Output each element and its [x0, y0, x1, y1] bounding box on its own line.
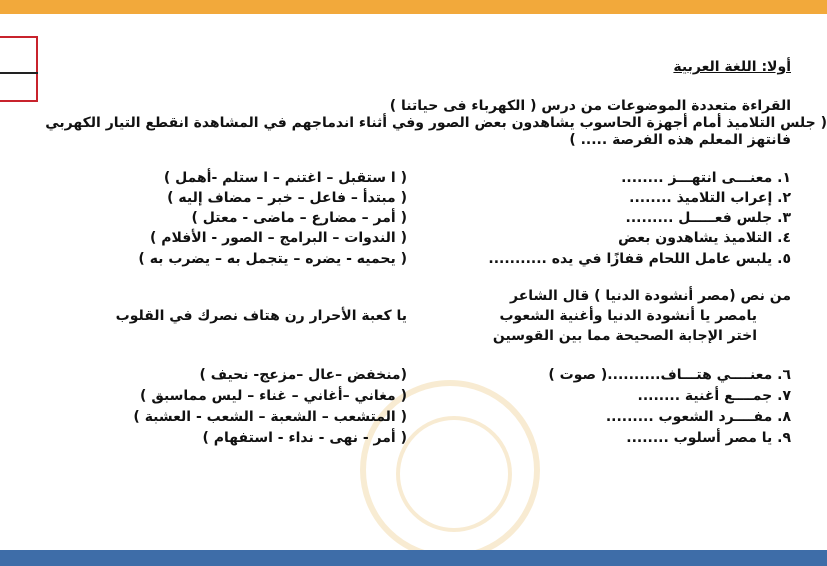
top-decorative-bar	[0, 0, 827, 14]
poem-verse-second-half: يا كعبة الأحرار رن هتاف نصرك في القلوب	[115, 308, 407, 324]
question-6: ٦. معنــــي هتـــاف..........( صوت )	[548, 367, 791, 383]
question-1: ١. معنـــى انتهـــز ........	[621, 170, 791, 186]
question-5: ٥. يلبس عامل اللحام قفازًا في يده ...........	[488, 251, 791, 267]
school-seal-watermark	[360, 380, 540, 560]
passage-line-2: فانتهز المعلم هذه الفرصة ..... )	[569, 132, 791, 148]
question-9: ٩. يا مصر أسلوب ........	[626, 430, 791, 446]
question-1-options: ( ا ستقبل – اغتنم – ا ستلم -أهمل )	[163, 170, 407, 186]
score-box	[0, 36, 38, 102]
question-3-options: ( أمر – مضارع – ماضى - معتل )	[191, 210, 407, 226]
question-4-options: ( الندوات – البرامج – الصور - الأفلام )	[149, 230, 407, 246]
question-2: ٢. إعراب التلاميذ ........	[629, 190, 791, 206]
poem-intro: من نص (مصر أنشودة الدنيا ) قال الشاعر	[509, 288, 791, 304]
score-box-divider	[0, 72, 38, 74]
question-2-options: ( مبتدأ – فاعل – خبر – مضاف إليه )	[167, 190, 407, 206]
question-3: ٣. جلس فعـــــل .........	[625, 210, 791, 226]
poem-verse-first-half: يامصر يا أنشودة الدنيا وأغنية الشعوب	[499, 308, 757, 324]
reading-intro: القراءة متعددة الموضوعات من درس ( الكهرباء فى حياتنا )	[389, 98, 791, 114]
question-7-options: ( مغاني –أغاني – غناء – ليس مماسبق )	[140, 388, 407, 404]
question-7: ٧. جمــــع أغنية ........	[637, 388, 791, 404]
question-4: ٤. التلاميذ يشاهدون بعض	[618, 230, 791, 246]
poem-instruction: اختر الإجابة الصحيحة مما بين القوسين	[492, 328, 757, 344]
question-9-options: ( أمر - نهى - نداء - استفهام )	[202, 430, 407, 446]
question-6-options: (منخفض –عال –مزعج- نحيف )	[199, 367, 407, 383]
passage-line-1: ( جلس التلاميذ أمام أجهزة الحاسوب يشاهدون بعض الصور وفي أثناء اندماجهم في المشاهدة انقطع التيار الكهربي	[45, 115, 827, 131]
question-5-options: ( يحميه - يضره – يتجمل به – يضرب به )	[138, 251, 407, 267]
question-8-options: ( المتشعب – الشعبة – الشعب - العشبة )	[133, 409, 407, 425]
bottom-decorative-bar	[0, 550, 827, 566]
question-8: ٨. مفــــرد الشعوب .........	[605, 409, 791, 425]
section-title: أولا: اللغة العربية	[673, 59, 791, 75]
